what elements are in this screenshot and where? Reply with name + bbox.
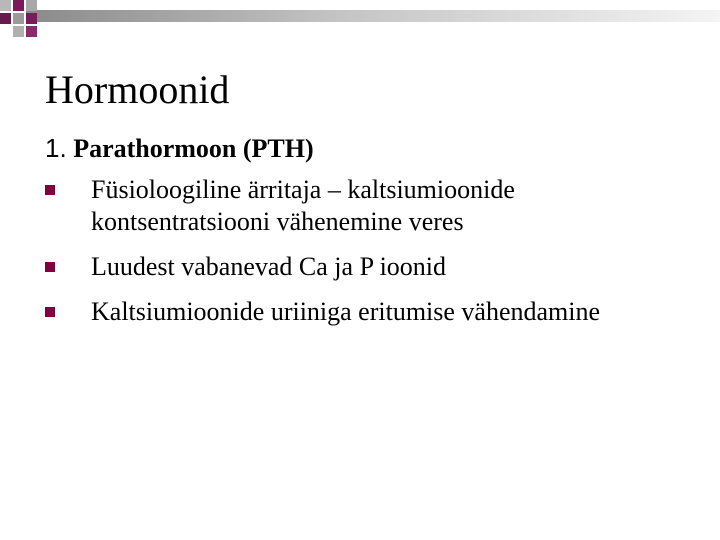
- slide-title: Hormoonid: [45, 67, 230, 112]
- deco-square-purple-1: [13, 0, 24, 11]
- deco-square-gray-4: [13, 26, 24, 37]
- deco-square-gray-3: [13, 13, 24, 24]
- slide-subtitle: [45, 130, 314, 167]
- deco-square-purple-2: [0, 13, 11, 24]
- deco-square-gray-2: [26, 0, 37, 11]
- header-gradient-bar: [26, 10, 720, 22]
- deco-square-gray-1: [0, 0, 11, 11]
- bullet-item: [45, 296, 685, 328]
- square-bullet-icon: [45, 185, 55, 195]
- deco-square-purple-3: [26, 13, 37, 24]
- bullet-text: Füsioloogiline ärritaja – kaltsiumioonide kontsentratsiooni vähenemine veres: [91, 175, 515, 236]
- bullet-text: Luudest vabanevad Ca ja P ioonid: [91, 252, 447, 281]
- square-bullet-icon: [45, 262, 55, 272]
- subtitle-number: 1.: [45, 133, 67, 163]
- bullet-text: Kaltsiumioonide uriiniga eritumise vähendamine: [91, 297, 601, 326]
- deco-square-purple-4: [26, 26, 37, 37]
- bullet-item: [45, 174, 685, 238]
- bullet-list: [45, 174, 685, 341]
- header-decoration: [0, 0, 720, 50]
- bullet-item: [45, 251, 685, 283]
- subtitle-heading: Parathormoon (PTH): [73, 134, 314, 163]
- square-bullet-icon: [45, 307, 55, 317]
